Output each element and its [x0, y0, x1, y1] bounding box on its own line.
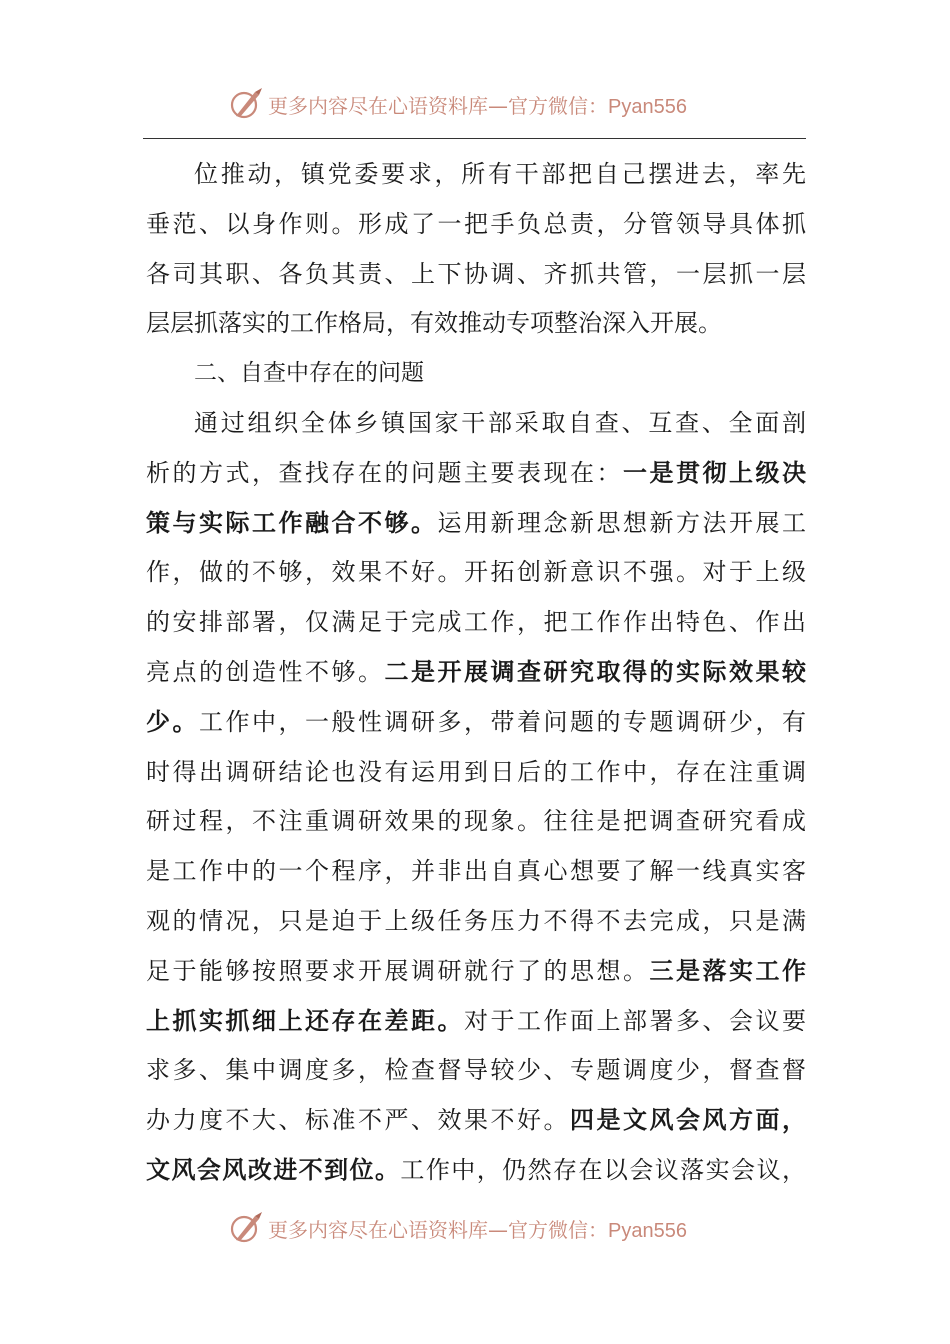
- watermark-text: 更多内容尽在心语资料库—官方微信：Pyan556: [268, 93, 687, 118]
- text-line: 析的方式，查找存在的问题主要表现在：一是贯彻上级决: [146, 458, 806, 487]
- text-line: 研过程，不注重调研效果的现象。往往是把调查研究看成: [146, 807, 806, 836]
- header-watermark: [228, 84, 687, 124]
- text-line: 垂范、以身作则。形成了一把手负总责，分管领导具体抓: [146, 209, 806, 238]
- text-line: 作，做的不够，效果不好。开拓创新意识不强。对于上级: [146, 558, 806, 587]
- quill-pen-circle-icon: [228, 86, 264, 122]
- watermark-text: 更多内容尽在心语资料库—官方微信：Pyan556: [268, 1217, 687, 1242]
- text-line: 文风会风改进不到位。工作中，仍然存在以会议落实会议，: [146, 1155, 806, 1184]
- text-line: 上抓实抓细上还存在差距。对于工作面上部署多、会议要: [146, 1006, 806, 1035]
- text-line: 求多、集中调度多，检查督导较少、专题调度少，督查督: [146, 1056, 806, 1085]
- text-line: 的安排部署，仅满足于完成工作，把工作作出特色、作出: [146, 608, 806, 637]
- text-line: 少。工作中，一般性调研多，带着问题的专题调研少，有: [146, 707, 806, 736]
- text-line: 观的情况，只是迫于上级任务压力不得不去完成，只是满: [146, 906, 806, 935]
- document-body: [146, 150, 806, 1196]
- text-line: 办力度不大、标准不严、效果不好。四是文风会风方面，: [146, 1106, 806, 1135]
- text-line: 策与实际工作融合不够。运用新理念新思想新方法开展工: [146, 508, 806, 537]
- header-divider: [143, 138, 806, 139]
- section-heading: 二、自查中存在的问题: [194, 360, 424, 387]
- text-line: 时得出调研结论也没有运用到日后的工作中，存在注重调: [146, 757, 806, 786]
- text-line: 亮点的创造性不够。二是开展调查研究取得的实际效果较: [146, 657, 806, 686]
- text-line: 层层抓落实的工作格局，有效推动专项整治深入开展。: [146, 309, 722, 338]
- quill-pen-circle-icon: [228, 1210, 264, 1246]
- footer-watermark: [228, 1208, 687, 1248]
- text-line: 通过组织全体乡镇国家干部采取自查、互查、全面剖: [194, 408, 806, 437]
- text-line: 各司其职、各负其责、上下协调、齐抓共管，一层抓一层: [146, 259, 806, 288]
- text-line: 是工作中的一个程序，并非出自真心想要了解一线真实客: [146, 857, 806, 886]
- text-line: 位推动，镇党委要求，所有干部把自己摆进去，率先: [194, 160, 806, 188]
- text-line: 足于能够按照要求开展调研就行了的思想。三是落实工作: [146, 956, 806, 985]
